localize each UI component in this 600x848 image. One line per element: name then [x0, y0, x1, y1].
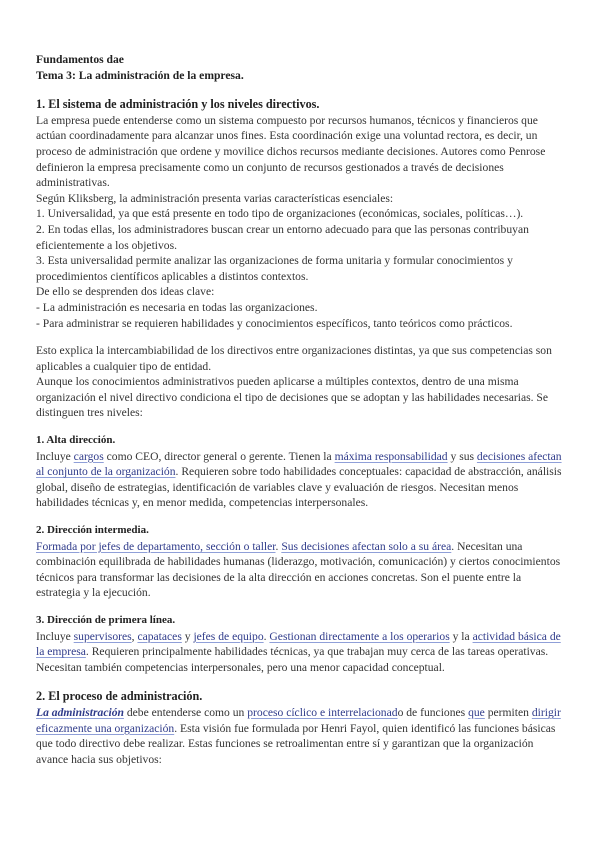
section-2	[36, 689, 564, 767]
key-idea-1: - La administración es necesaria en todas las organizaciones.	[36, 300, 318, 314]
level-2-heading: 2. Dirección intermedia.	[36, 524, 149, 537]
section-1-paragraph-4: Esto explica la intercambiabilidad de los directivos entre organizaciones distintas, ya que sus competencias son aplicables a cualquier tipo de entidad.	[36, 344, 552, 373]
key-idea-2: - Para administrar se requieren habilidades y conocimientos específicos, tanto teóricos como prácticos.	[36, 316, 513, 330]
characteristic-item-2: 2. En todas ellas, los administradores buscan crear un entorno adecuado para que las personas contribuyan eficientemente a los objetivos.	[36, 222, 529, 252]
section-2-text: La administración debe entenderse como un proceso cíclico e interrelacionado de funciones que permiten dirigir eficazmente una organización. Esta visión fue formulada por Henri Fayol, quien identificó las funciones básicas que todo directivo debe realizar. Estas funciones se retroalimentan entre sí y garantizan que la organización avance hacia sus objetivos:	[36, 705, 561, 766]
course-title: Fundamentos dae	[36, 53, 124, 66]
section-1-paragraph-3: De ello se desprenden dos ideas clave:	[36, 285, 215, 299]
level-3-heading: 3. Dirección de primera línea.	[36, 614, 176, 626]
section-1-paragraph-1: La empresa puede entenderse como un sistema compuesto por recursos humanos, técnicos y financieros que actúan coordinadamente para alcanzar unos fines. Esta coordinación exige una voluntad rectora, es decir, un proceso de administración que ordene y movilice dichos recursos mediante decisiones. Autores como Penrose definieron la empresa precisamente como un conjunto de recursos gestionados a través de decisiones administrativas.	[36, 113, 546, 190]
level-3-text: Incluye supervisores, capataces y jefes de equipo. Gestionan directamente a los operarios y la actividad básica de la empresa. Requieren principalmente habilidades técnicas, ya que trabajan muy cerca de las tareas operativas. Necesitan también competencias interpersonales, pero una menor capacidad conceptual.	[36, 629, 561, 674]
level-1-block	[36, 433, 564, 511]
level-3-block	[36, 613, 564, 675]
characteristic-item-1: 1. Universalidad, ya que está presente en todo tipo de organizaciones (económicas, sociales, políticas…).	[36, 207, 524, 221]
level-1-heading: 1. Alta dirección.	[36, 434, 116, 447]
level-2-block	[36, 523, 564, 601]
document-title	[36, 52, 564, 83]
section-1-paragraph-2: Según Kliksberg, la administración presenta varias características esenciales:	[36, 191, 394, 205]
section-2-heading: 2. El proceso de administración.	[36, 689, 203, 704]
topic-title: Tema 3: La administración de la empresa.	[36, 68, 244, 82]
level-1-text: Incluye cargos como CEO, director general o gerente. Tienen la máxima responsabilidad y sus decisiones afectan al conjunto de la organización. Requieren sobre todo habilidades conceptuales: capacidad de abstracción, análisis global, diseño de estrategias, identificación de variables clave y evaluación de riesgos. Necesitan menos habilidades técnicas y, en menor medida, competencias interpersonales.	[36, 449, 562, 510]
characteristic-item-3: 3. Esta universalidad permite analizar las organizaciones de forma unitaria y formular conocimientos y procedimientos científicos aplicables a distintos contextos.	[36, 254, 513, 283]
section-1-paragraph-5: Aunque los conocimientos administrativos pueden aplicarse a múltiples contextos, dentro de una misma organización el nivel directivo condiciona el tipo de decisiones que se adoptan y las habilidades necesarias. Se distinguen tres niveles:	[36, 375, 548, 420]
section-1	[36, 97, 564, 421]
level-2-text: Formada por jefes de departamento, sección o taller. Sus decisiones afectan solo a su área. Necesitan una combinación equilibrada de habilidades humanas (liderazgo, motivación, comunicación) y ciertos conocimientos técnicos para transformar las decisiones de la alta dirección en acciones concretas. Son el puente entre la estrategia y la ejecución.	[36, 539, 561, 600]
section-1-heading: 1. El sistema de administración y los niveles directivos.	[36, 97, 320, 112]
